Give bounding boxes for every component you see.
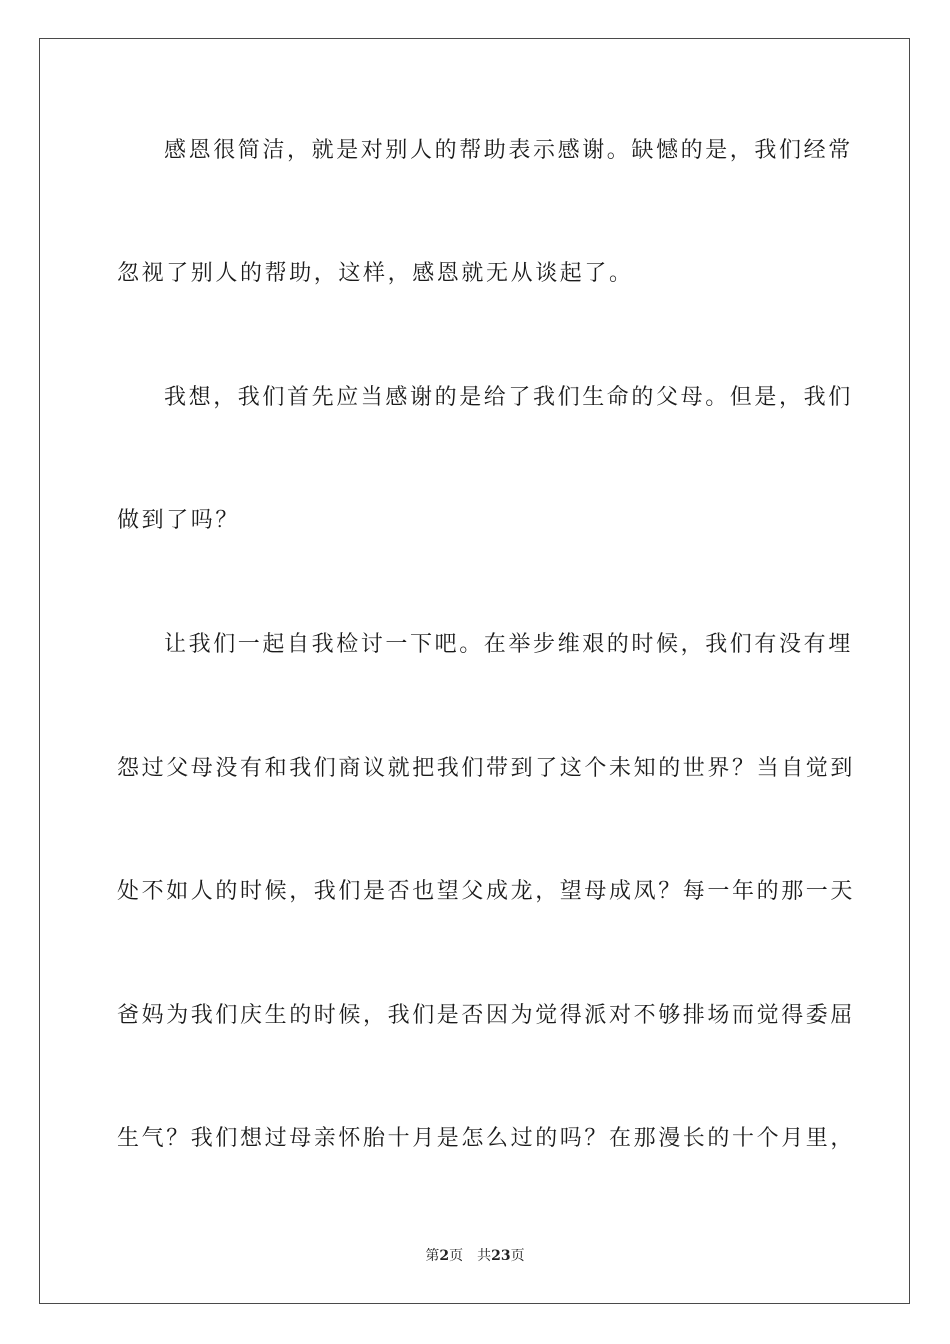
total-pages: 23 — [491, 1248, 511, 1264]
total-prefix: 共 — [477, 1248, 492, 1264]
paragraph-3-line-5: 生气？我们想过母亲怀胎十月是怎么过的吗？在那漫长的十个月里， — [117, 1126, 856, 1151]
page-prefix: 第 — [425, 1248, 440, 1264]
paragraph-2-line-2: 做到了吗？ — [117, 508, 241, 533]
page-border — [39, 38, 910, 1304]
page-footer — [0, 1247, 950, 1265]
page-suffix: 页 — [449, 1248, 464, 1264]
page-number: 2 — [439, 1248, 450, 1264]
paragraph-1-line-1: 感恩很简洁，就是对别人的帮助表示感谢。缺憾的是，我们经常 — [164, 138, 853, 163]
paragraph-3-line-2: 怨过父母没有和我们商议就把我们带到了这个未知的世界？当自觉到 — [117, 756, 856, 781]
paragraph-3-line-4: 爸妈为我们庆生的时候，我们是否因为觉得派对不够排场而觉得委屈 — [117, 1003, 856, 1028]
paragraph-1-line-2: 忽视了别人的帮助，这样，感恩就无从谈起了。 — [117, 261, 634, 286]
paragraph-3-line-3: 处不如人的时候，我们是否也望父成龙，望母成凤？每一年的那一天 — [117, 879, 856, 904]
total-suffix: 页 — [510, 1248, 525, 1264]
paragraph-3-line-1: 让我们一起自我检讨一下吧。在举步维艰的时候，我们有没有埋 — [164, 632, 853, 657]
paragraph-2-line-1: 我想，我们首先应当感谢的是给了我们生命的父母。但是，我们 — [164, 385, 853, 410]
